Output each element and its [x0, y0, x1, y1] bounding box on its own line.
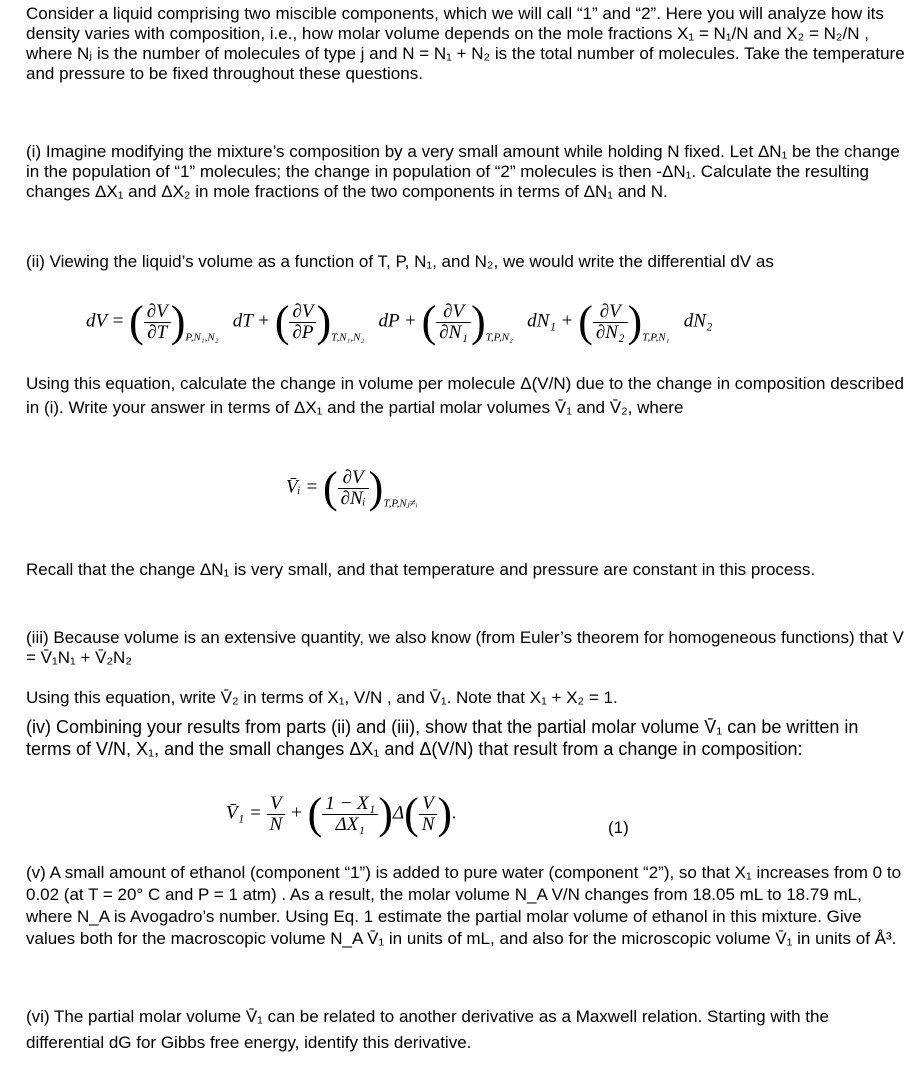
dv-term3-differential: dN₁ + [527, 310, 574, 332]
part-iii-paragraph: (iii) Because volume is an extensive quantity, we also know (from Euler’s theorem for homogeneous functions) that V = V̄₁N₁ + V̄₂N₂ [26, 628, 904, 667]
dv-term4-subscript: T,P,N₁ [642, 331, 670, 344]
equation-1: V̄₁ = $\frac{V}{N}$ + ( $\frac{\text{1 − X₁}}{\text{ΔX₁}}$ )Δ( $\frac{V}{N}$ ). [226, 789, 457, 838]
part-i-paragraph: (i) Imagine modifying the mixture’s composition by a very small amount while holding N fixed. Let ΔN₁ be the change in the population of “1” molecules; the change in population of “2” molecules is then -ΔN₁. Calculate the resulting changes ΔX₁ and ΔX₂ in mole fractions of the two components in terms of ΔN₁ and N. [26, 142, 900, 201]
partial-molar-volume-definition: V̄ᵢ = ( $\frac{\partial V}{\text{∂Nᵢ}}$ )$_{T,P,Nⱼ\ne ᵢ}$ [286, 463, 418, 512]
def-subscript: T,P,Nⱼ≠ᵢ [383, 497, 418, 510]
eq1-v-over-n: $\frac{V}{N}$ [267, 794, 286, 835]
dv-term2-differential: dP + [378, 310, 417, 332]
eq1-delta-v-over-n: $\frac{V}{N}$ [419, 794, 438, 835]
intro-paragraph: Consider a liquid comprising two miscible components, which we will call “1” and “2”. Here you will analyze how its density varies with composition, i.e., how molar volume depends on the mole fractions X₁ = N₁/N and X₂ = N₂/N , where Nⱼ is the number of molecules of type j and N = N₁ + N₂ is the total number of molecules. Take the temperature and pressure to be fixed throughout these questions. [26, 4, 905, 83]
recall-paragraph: Recall that the change ΔN₁ is very small, and that temperature and pressure are constant in this process. [26, 560, 816, 579]
dv-term3-subscript: T,P,N₂ [485, 331, 513, 344]
eq1-plus: + [289, 802, 303, 824]
def-fraction: $\frac{\partial V}{\text{∂Nᵢ}}$ [338, 468, 369, 509]
part-v-paragraph: (v) A small amount of ethanol (component “1”) is added to pure water (component “2”), so that X₁ increases from 0 to 0.02 (at T = 20° C and P = 1 atm) . As a result, the molar volume N_A V/N changes from 18.05 mL to 18.79 mL, where N_A is Avogadro’s number. Using Eq. 1 estimate the partial molar volume of ethanol in this mixture. Give values both for the macroscopic volume N_A V̄₁ in units of mL, and also for the microscopic volume V̄₁ in units of Å³. [26, 863, 902, 948]
eq1-mole-fraction-term: $\frac{\text{1 − X₁}}{\text{ΔX₁}}$ [322, 794, 378, 835]
dv-term4-fraction: $\frac{\partial V}{\text{∂N₂}}$ [593, 302, 628, 343]
dv-term1-differential: dT + [232, 310, 271, 332]
dv-term2-fraction: $\frac{\partial V}{\partial P}$ [289, 302, 316, 343]
dv-term1-fraction: $\frac{\partial V}{\partial T}$ [144, 302, 171, 343]
eq1-lhs: V̄₁ = [226, 802, 262, 824]
part-iii-paragraph-2: Using this equation, write V̄₂ in terms of X₁, V/N , and V̄₁. Note that X₁ + X₂ = 1. [26, 688, 618, 707]
dv-lhs: dV = [86, 310, 125, 332]
part-ii-paragraph: (ii) Viewing the liquid’s volume as a function of T, P, N₁, and N₂, we would write the differential dV as [26, 252, 774, 271]
part-vi-paragraph: (vi) The partial molar volume V̄₁ can be related to another derivative as a Maxwell relation. Starting with the differential dG for Gibbs free energy, identify this derivative. [26, 1007, 829, 1052]
equation-number: (1) [608, 818, 629, 837]
part-iv-paragraph: (iv) Combining your results from parts (ii) and (iii), show that the partial molar volume V̄₁ can be written in terms of V/N, X₁, and the small changes ΔX₁ and Δ(V/N) that result from a change in composition: [26, 717, 859, 759]
part-ii-followup: Using this equation, calculate the change in volume per molecule Δ(V/N) due to the change in composition described in (i). Write your answer in terms of ΔX₁ and the partial molar volumes V̄₁ and V̄₂, where [26, 374, 904, 417]
dv-term2-subscript: T,N₁,N₂ [331, 331, 365, 344]
def-lhs: V̄ᵢ = [286, 476, 319, 498]
dv-equation: dV = ( $\frac{\partial V}{\partial T}$ )$_{P,N_1,N_2}$ dT + ( $\frac{\partial V}{\partial P}$ )$_{T,N_1,N_2}$ dP + ( $\frac{\partial V}{\text{∂N₁}}$ )$_{T,P,N_2}$ dN₁ + ( $\frac{\partial V}{\text{∂N₂}}$ )$_{T,P,N_1}$ dN₂ [86, 297, 713, 346]
dv-term3-fraction: $\frac{\partial V}{\text{∂N₁}}$ [436, 302, 471, 343]
eq1-delta: Δ [392, 802, 405, 824]
dv-term1-subscript: P,N₁,N₂ [185, 331, 219, 344]
dv-term4-differential: dN₂ [683, 310, 713, 332]
eq1-period: . [452, 802, 457, 824]
